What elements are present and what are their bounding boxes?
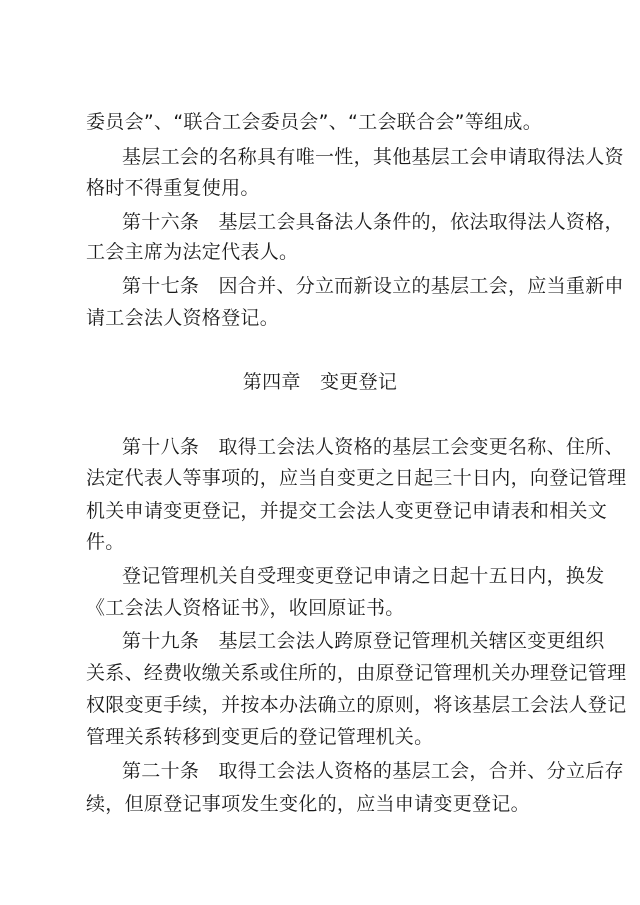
paragraph-line: 《工会法人资格证书》，收回原证书。 — [86, 597, 405, 619]
article-19-line: 管理关系转移到变更后的登记管理机关。 — [86, 726, 434, 748]
article-17-line: 请工会法人资格登记。 — [86, 307, 280, 329]
article-18-line: 法定代表人等事项的，应当自变更之日起三十日内，向登记管理 — [86, 467, 627, 489]
article-18-line: 件。 — [86, 531, 125, 553]
article-20-line: 第二十条 取得工会法人资格的基层工会，合并、分立后存 — [122, 760, 624, 782]
article-19-line: 权限变更手续，并按本办法确立的原则，将该基层工会法人登记 — [86, 694, 627, 716]
article-20-line: 续，但原登记事项发生变化的，应当申请变更登记。 — [86, 793, 530, 815]
article-16-line: 第十六条 基层工会具备法人条件的，依法取得法人资格， — [122, 211, 624, 233]
article-18-line: 第十八条 取得工会法人资格的基层工会变更名称、住所、 — [122, 436, 624, 458]
article-16-line: 工会主席为法定代表人。 — [86, 241, 299, 263]
article-18-line: 机关申请变更登记，并提交工会法人变更登记申请表和相关文 — [86, 500, 608, 522]
article-19-line: 关系、经费收缴关系或住所的，由原登记管理机关办理登记管理 — [86, 662, 627, 684]
article-19-line: 第十九条 基层工会法人跨原登记管理机关辖区变更组织 — [122, 630, 605, 652]
paragraph-line: 委员会”、“联合工会委员会”、“工会联合会”等组成。 — [86, 111, 543, 133]
paragraph-line: 登记管理机关自受理变更登记申请之日起十五日内，换发 — [122, 565, 605, 587]
paragraph-line: 格时不得重复使用。 — [86, 177, 260, 199]
chapter-heading: 第四章 变更登记 — [242, 371, 398, 393]
article-17-line: 第十七条 因合并、分立而新设立的基层工会，应当重新申 — [122, 275, 624, 297]
paragraph-line: 基层工会的名称具有唯一性，其他基层工会申请取得法人资 — [122, 146, 624, 168]
